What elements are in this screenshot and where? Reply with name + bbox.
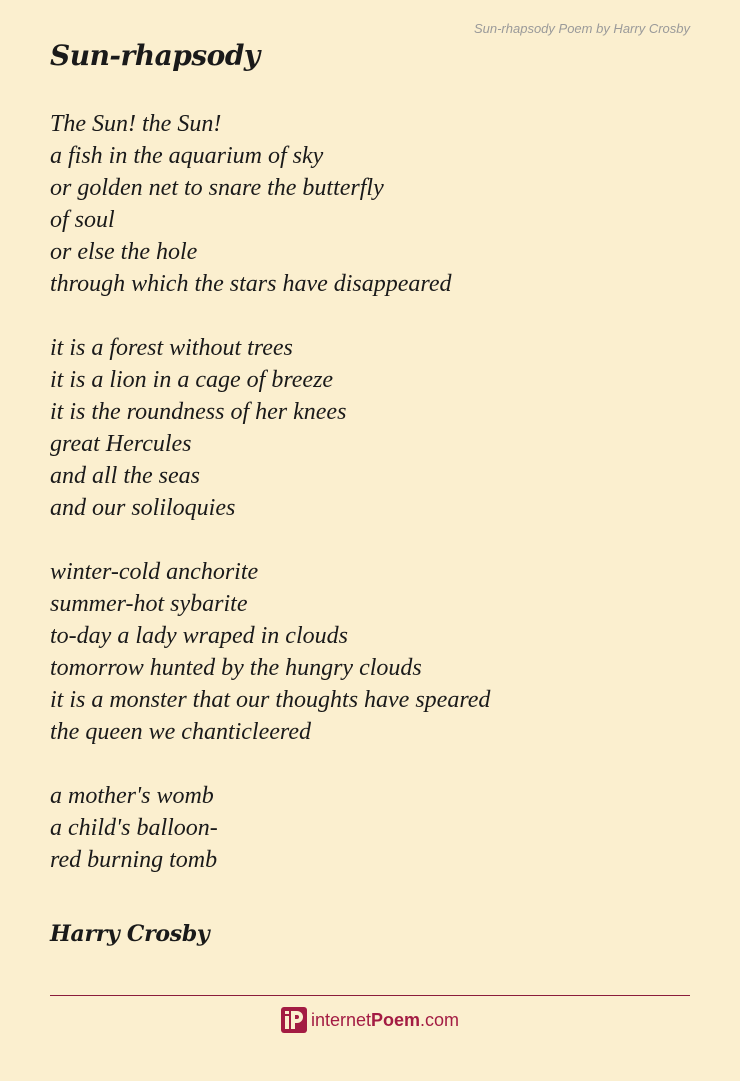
poem-line: through which the stars have disappeared [50, 271, 452, 297]
stanza-4 [50, 780, 690, 876]
poem-line: a fish in the aquarium of sky [50, 143, 324, 169]
internetpoem-logo-icon [281, 1007, 307, 1033]
footer-brand-link[interactable] [0, 1006, 740, 1034]
poem-body [50, 108, 690, 876]
brand-text-com: .com [420, 1009, 460, 1030]
poem-line: winter-cold anchorite [50, 559, 259, 585]
poem-line: great Hercules [50, 431, 192, 457]
poem-line: summer-hot sybarite [50, 591, 248, 617]
stanza-3 [50, 556, 690, 748]
poem-line: and our soliloquies [50, 495, 236, 521]
brand-text-internet: internet [310, 1009, 371, 1030]
poem-line: it is the roundness of her knees [50, 399, 347, 425]
poem-line: a child's balloon- [50, 815, 218, 841]
footer-divider [50, 995, 690, 996]
poem-line: to-day a lady wraped in clouds [50, 623, 348, 649]
poem-line: the queen we chanticleered [50, 719, 311, 745]
poem-line: The Sun! the Sun! [50, 111, 222, 137]
poem-line: it is a forest without trees [50, 335, 293, 361]
poem-line: and all the seas [50, 463, 200, 489]
poem-line: of soul [50, 207, 115, 233]
poem-line: or golden net to snare the butterfly [50, 175, 384, 201]
poem-line: or else the hole [50, 239, 198, 265]
poem-line: tomorrow hunted by the hungry clouds [50, 655, 422, 681]
header-credit: Sun-rhapsody Poem by Harry Crosby [473, 21, 690, 36]
poem-line: red burning tomb [50, 847, 218, 873]
poem-line: a mother's womb [50, 783, 214, 809]
poem-author: Harry Crosby [50, 921, 210, 947]
poem-title: Sun-rhapsody [50, 39, 260, 72]
stanza-2 [50, 332, 690, 524]
stanza-1 [50, 108, 690, 300]
poem-line: it is a monster that our thoughts have speared [50, 687, 491, 713]
brand-text-poem: Poem [371, 1009, 421, 1030]
poem-line: it is a lion in a cage of breeze [50, 367, 334, 393]
